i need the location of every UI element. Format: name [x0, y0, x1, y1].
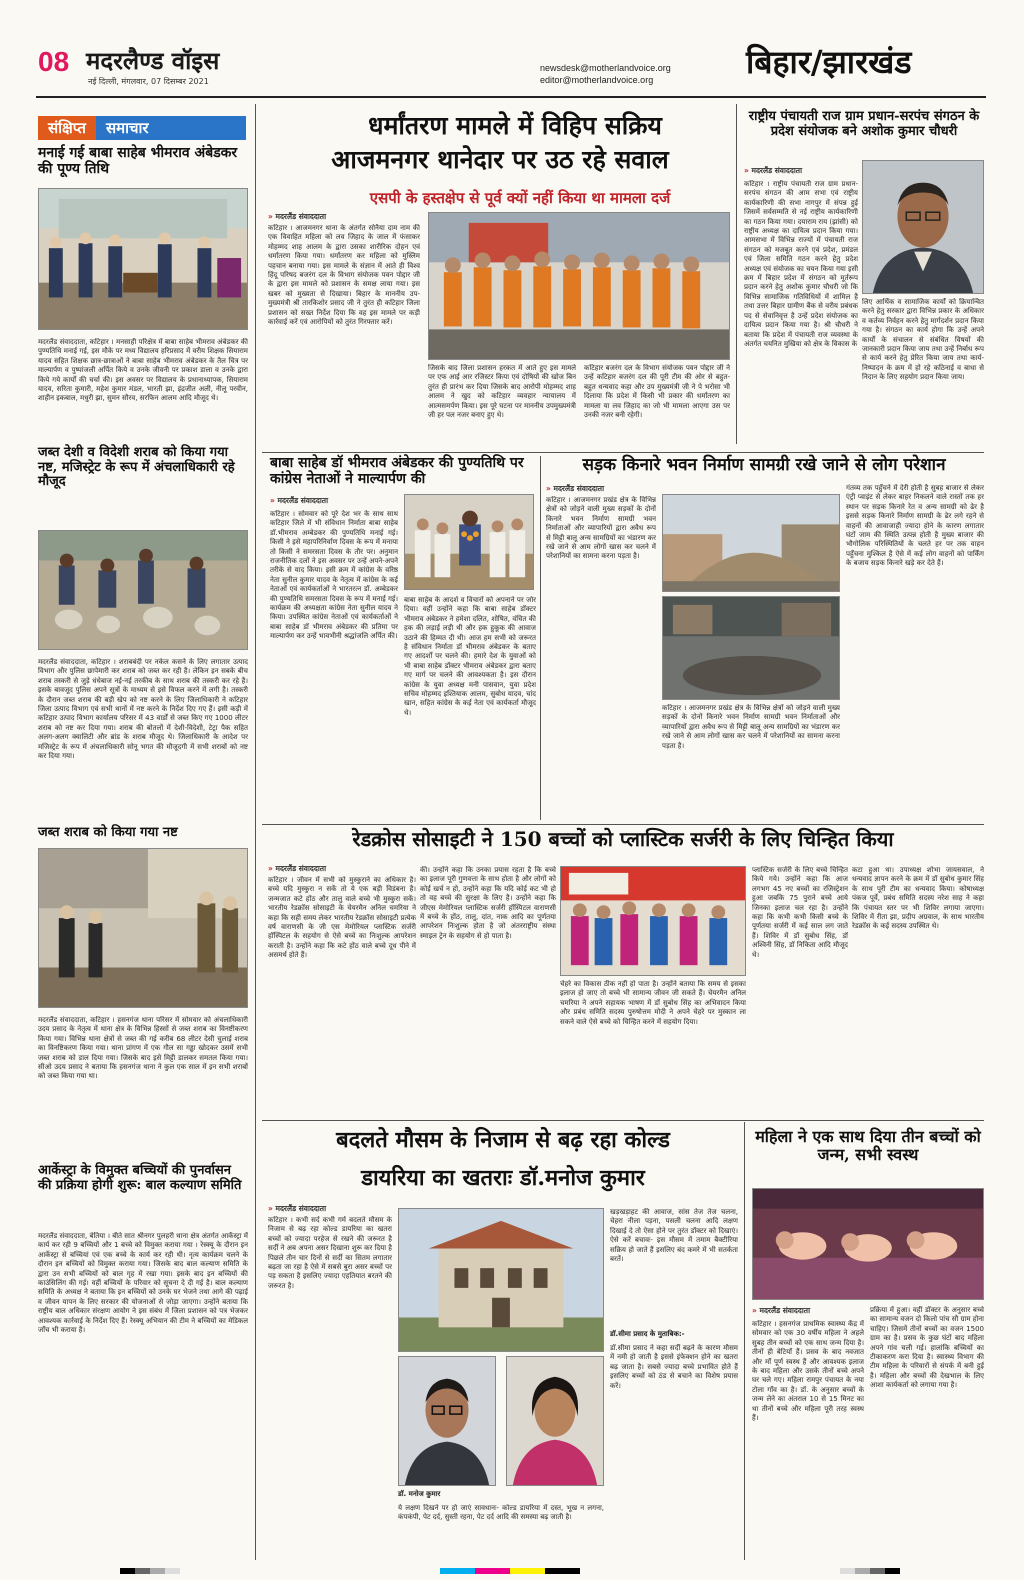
brief-1-body: मदरलैंड संवाददाता, कटिहार । मनसाही परिक्षेत्र में बाबा साहेब भीमराव अंबेडकर की पुण्यतिथि मनाई गई, इस मौके पर मध्य विद्यालय हरिप्रसाद में वरीय शिक्षक सियाराम यादव सहित शिक्षक छात्र-छात्राओं ने बाबा साहेब भीमराव अंबेडकर के तैल चित्र पर माल्यार्पण व पुष्पांजली अर्पित किये व उनके जीवनी पर प्रकाश डाला व उनके द्वारा किये गये कार्यों की चर्चा की। इस अवसर पर विद्यालय के प्रधानाध्यापक, सियाराम यादव, सरिता कुमारी, महेश कुमार मंडल, भारती झा, इंद्रजीत अली, नीलू परवीन, शाहीन इकबाल, मधुरी झा, सुमन सौरव, सरफिन आलम आदि मौजूद थे। — [38, 338, 248, 403]
cold-photo-building — [398, 1208, 604, 1352]
email-news[interactable]: newsdesk@motherlandvoice.org — [540, 63, 671, 73]
redcross-body-5: कटा हुआ था। उपाध्यक्ष शोभा जायसवाल, ने धन्यवाद ज्ञापन करने के क्रम में डॉ सुबोध कुमार सिंह के साथ पूरी टीम का धन्यवाद किया। कोषाध्यक्ष पंकज पूर्वे, प्रबंध समिति सदस्य नरेश साह ने कहा कि पंचायत स्तर पर भी शिविर लगाया जाएगा। शिविर में रीता झा, प्रदीप अग्रवाल, के साथ भारतीय रेडक्रॉस के कई सदस्य उपस्थित थे। — [852, 866, 984, 931]
main-subheadline: एसपी के हस्तक्षेप से पूर्व क्यों नहीं किया था मामला दर्ज — [369, 189, 671, 207]
road-byline: » मदरलैंड संवाददाता — [546, 484, 605, 493]
right-body-2: लिए आर्थिक व सामाजिक कार्यों को क्रियान्वित करने हेतु सरकार द्वारा विभिन्न प्रकार के अधिकार व कर्तव्य निर्वहन करने हेतु मार्गदर्शन प्रदान किया गया है। संगठन का कार्य होगा कि उन्हें अपने कार्यों के संचालन से संबंधित विषयों की जानकारी प्रदान किया जाय तथा उन्हें निर्बाध रूप से कार्य करने हेतु प्रेरित किया जाय तथा कार्य-निष्पादन के क्रम में हो रहे कठिनाई व बाधा से निदान के लिए सहयोग प्रदान किया जाय। — [862, 298, 984, 382]
brief-3-photo — [38, 848, 248, 1008]
ambedkar-photo — [404, 494, 534, 590]
main-byline: » मदरलैंड संवाददाता — [268, 212, 327, 221]
brief-4-body: मदरलैंड संवाददाता, बेतिया । बीते सात श्रीनगर पुलहरी थाना क्षेत्र अंतर्गत आर्केस्ट्रा में कार्य कर रही 9 बच्चियों और 1 बच्चे को विमुक्त कराया गया । रेस्क्यू के दौरान इन आर्केस्ट्रा से बच्चियां एवं एक बच्चे के कार्य कर रही थी। नृत्य कार्यक्रम चलने के दौरान इन बच्चियों को विमुक्त कराया गया। जिसके बाद बाल कल्याण समिति के द्वारा उन सभी बच्चियों को बाल गृह में रखा गया। इसके बाद इन बच्चियों की काउंसिलिंग की गई। वहीं बच्चियों के परिवार को सूचना दे दी गई है। बाल कल्याण समिति के अध्यक्ष ने बताया कि इन बच्चियों को उनके घर भेजने तथा आगे की पढ़ाई व जीवन यापन के लिए सरकार की योजनाओं से जोड़ा जाएगा। उन्होंने बताया कि राष्ट्रीय बाल अधिकार संरक्षण आयोग ने इस संबंध में जिला प्रशासन को पत्र भेजकर आवश्यक कार्रवाई के निर्देश दिए हैं। रेस्क्यू अभियान की टीम ने बच्चियों का मेडिकल जाँच भी कराया है। — [38, 1232, 248, 1335]
redcross-headline: रेडक्रोस सोसाइटी ने 150 बच्चों को प्लास्टिक सर्जरी के लिए चिन्हित किया — [352, 827, 894, 851]
triplets-byline: » मदरलैंड संवाददाता — [752, 1306, 811, 1315]
sankshipt-banner — [38, 116, 246, 140]
ambedkar-headline: बाबा साहेब डॉ भीमराव अंबेडकर की पुण्यतिथि पर कांग्रेस नेताओं ने माल्यार्पण की — [270, 455, 524, 487]
road-photo-2 — [662, 596, 840, 700]
road-body-1: कटिहार । आजमनगर प्रखंड क्षेत्र के विभिन्न क्षेत्रों को जोड़ने वाली मुख्य सड़कों के दोनों किनारे भवन निर्माण सामग्री भवन निर्माताओं और व्यापारियों द्वारा अवैध रूप से मिट्टी बालू अन्य सामग्रियों का भंडारण कर रखे जाने से आम लोगों खास कर चलने में परेशानियों का सामना करना पड़ता है। — [546, 496, 656, 561]
print-strip-left — [120, 1568, 180, 1574]
redcross-body-3: चेहरे का विकास ठीक नहीं हो पाता है। उन्होंने बताया कि समय से इसका इलाज हो जाए तो बच्चे भी सामान्य जीवन जी सकते हैं। चेयरमैन अनिल चमरिया ने अपने सहायक भाषण में डॉ सुबोध सिंह का अभिवादन किया और प्रबंध समिति सदस्य पुरुषोत्तम मोदी ने अपने चेहरे पर मुस्कान ला सकने वाले ऐसे बच्चे को चिन्हित करने में सहयोग दिया। — [560, 980, 746, 1026]
right-headline: राष्ट्रीय पंचायती राज ग्राम प्रधान-सरपंच संगठन के प्रदेश संयोजक बने अशोक कुमार चौधरी — [748, 109, 980, 139]
ambedkar-byline: » मदरलैंड संवाददाता — [270, 496, 329, 505]
masthead — [0, 0, 1024, 100]
print-strip-right — [840, 1568, 900, 1574]
column-divider-left — [255, 104, 256, 1560]
right-body-1: कटिहार । राष्ट्रीय पंचायती राज ग्राम प्रधान-सरपंच संगठन की आम सभा एवं राष्ट्रीय कार्यकारिणी की सभा नागपुर में संपन्न हुई जिसमें सर्वसम्मति से नई राष्ट्रीय कार्यकारिणी का गठन किया गया। दयाराम राय (झांसी) को राष्ट्रीय अध्यक्ष का दायित्व प्रदान किया गया। आमसभा में विभिन्न राज्यों में पंचायती राज संगठन को मजबूत करने एवं प्रदेश, प्रमंडल एवं जिला समिति गठन करने हेतु प्रदेश अध्यक्ष एवं संयोजक का चयन किया गया इसी क्रम में बिहार प्रदेश में संगठन को मूर्तरूप प्रदान करने हेतु अशोक कुमार चौधरी जो कि विभिन्न सामाजिक गतिविधियों में शामिल है तथा उत्तर बिहार ग्रामीण बैंक से वरीय प्रबंधक पद से सेवानिवृत्त है उन्हें प्रदेश संयोजक का दायित्व प्रदान किया गया है। श्री चौधरी ने बताया कि प्रदेश में पंचायती राज व्यवस्था के अंतर्गत चयनित मुखिया को क्षेत्र के विकास के — [744, 180, 858, 348]
cold-headline-2: डायरिया का खतराः डॉ.मनोज कुमार — [361, 1165, 645, 1191]
print-strip-center — [440, 1568, 580, 1574]
brief-2-body: मदरलैंड संवाददाता, कटिहार । शराबबंदी पर नकेल कसने के लिए लगातार उत्पाद विभाग और पुलिस छापेमारी कर शराब को जब्त कर रही है। लेकिन इन सबके बीच शराब तस्करी से जुड़े धंधेबाज नई-नई तरकीब के साथ शराब की तस्करी कर रहे है। इसके बावजूद पुलिस अपने सूत्रों के माध्यम से इसे विफल करने में लगी है। तस्करी के दौरान जब्त शराब की बड़ी खेप को नष्ट करने के लिए जिलाधिकारी ने कटिहार जिला उत्पाद विभाग एवं सभी थानों में नष्ट करने के निर्देश दिए गए हैं। इसी कड़ी में कटिहार उत्पाद विभाग कार्यालय परिसर में 43 वार्डों से जब्त किए गए 1000 लीटर शराब को नष्ट कर दिया गया। शराब की बोतलों में देशी-विदेशी, टेट्रा पैक सहित अलग-अलग क्वालिटी और ब्रांड के शराब मौजूद थे। जिलाधिकारी के आदेश पर मजिस्ट्रेट के रूप में अंचलाधिकारी सोनू भगत की मौजूदगी में सभी शराबों को नष्ट कर दिया गया। — [38, 658, 248, 761]
brief-2-photo — [38, 530, 248, 650]
page-number: 08 — [38, 46, 70, 77]
ambedkar-body-1: कटिहार । सोमवार को पूरे देश भर के साथ साथ कटिहार जिले में भी संविधान निर्माता बाबा साहेब डॉ.भीमराव अम्बेडकर की पुण्यतिथि मनाई गई। किसी ने इसे महापरिनिर्वाण दिवस के रूप में मनाया तो किसी ने समरसता दिवस के तौर पर। अनुमान राजनीतिक दलों ने इस अवसर पर उन्हें अपने-अपने तरीके से याद किया। इसी क्रम में कांग्रेस के वरिष्ठ नेता सुनील कुमार यादव के नेतृत्व में कांग्रेस के कई नेताओं एवं कार्यकर्ताओं ने भारतरत्न डॉ. अम्बेडकर की पुण्यतिथि समरसता दिवस के रूप में मनाई गई। कार्यक्रम की अध्यक्षता कांग्रेस नेता सुनील यादव ने किया। उपस्थित कांग्रेस नेताओं एवं कार्यकर्ताओं ने बाबा साहेब डॉ भीमराव अंबेडकर की प्रतिमा पर माल्यार्पण कर उन्हें भावभीनी श्रद्धांजलि अर्पित की। — [270, 510, 398, 641]
redcross-body-1: कटिहार । जीवन में सभी को मुस्कुराने का अधिकार है। बच्चे यदि मुस्कुरा न सकें तो ये एक बड़ी विडंबना है। जन्मजात कटे होंठ और तालु वाले बच्चे भी मुस्कुरा सकें। भारतीय रेडक्रॉस सोसाइटी के चेयरमैन अनिल चमरिया ने कहा कि सही समय लेकर भारतीय रेडक्रॉस सोसाइटी प्रत्येक वर्ष वाराणसी के जी एस मेमोरियल प्लास्टिक सर्जरी हॉस्पिटल के सहयोग से ऐसे बच्चे का निःशुल्क आपरेशन कराती है। उन्होंने कहा कि कटे होंठ वाले बच्चे दूध पीने में असमर्थ होते हैं। — [268, 876, 416, 960]
triplets-body-1: कटिहार । हसनगंज प्राथमिक स्वास्थ्य केंद्र में सोमवार को एक 30 वर्षीय महिला ने अहले सुबह तीन बच्चों को एक साथ जन्म दिया है। तीनों ही बेटियाँ हैं। प्रसव के बाद नवजात और माँ पूर्ण स्वस्थ हैं और आवश्यक इलाज के बाद महिला और उसके तीनों बच्चे अपने घर चले गए। महिला रामपुर पंचायत के नया टोला गाँव का है। डॉ. के अनुसार बच्चों के जन्म लेने का अंतराल 10 से 15 मिनट का था तीनों बच्चे और महिला पूरी तरह स्वस्थ हैं। — [752, 1320, 864, 1423]
road-photo-1 — [662, 494, 840, 592]
right-byline: » मदरलैंड संवाददाता — [744, 166, 803, 175]
section-title: बिहार/झारखंड — [746, 43, 912, 81]
brief-1-headline: मनाई गई बाबा साहेब भीमराव अंबेडकर की पूण्य तिथि — [38, 145, 238, 177]
header-divider — [36, 96, 986, 98]
road-body-2: गंतव्य तक पहुँचने में देरी होती है सुबह बाजार से लेकर एंट्री प्वाइंट से लेकर बाहर निकलने वाले रास्तों तक हर स्थान पर सड़क किनारे रेत व अन्य सामग्री को ढेर है इससे सड़क किनारे निर्माण सामग्री के ढेर लगे रहने से वाहनों की आवाजाही ज्यादा होने के कारण लगातार घंटों जाम की स्थिति उत्पन्न होती है मुख्य बाजार की भौगोलिक परिस्थितियों के चलते हर पर तक वाहन पहुँचना मुश्किल है ऐसे में कई लोग वाहनों को पार्किंग के बजाय सड़क किनारे खड़े कर देते हैं। — [846, 484, 984, 568]
doctor-photo-male — [398, 1356, 496, 1486]
contact-emails — [540, 62, 671, 86]
brief-4-headline: आर्केस्ट्रा के विमुक्त बच्चियों की पुनर्वासन की प्रक्रिया होगी शुरू: बाल कल्याण समिति — [38, 1163, 242, 1193]
cold-byline: » मदरलैंड संवाददाता — [268, 1204, 327, 1213]
road-body-mid: कटिहार । आजमनगर प्रखंड क्षेत्र के विभिन्न क्षेत्रों को जोड़ने वाली मुख्य सड़कों के दोनों किनारे भवन निर्माण सामग्री भवन निर्माताओं और व्यापारियों द्वारा अवैध रूप से मिट्टी बालू अन्य सामग्रियों का भंडारण कर रखे जाने से आम लोगों खास कर चलने में परेशानियों का सामना करना पड़ता है। — [662, 704, 840, 750]
cold-quote-title: डॉ.सीमा प्रसाद के मुताबिक:- — [610, 1330, 685, 1338]
main-body-2: जिसके बाद जिला प्रशासन हरकत में आते हुए इस मामले पर एफ आई आर रजिस्टर किया एवं दोषियों की खोज बिन तुरंत ही प्रारंभ कर दिया जिसके बाद आरोपी मोहम्मद शाह आलम ने खुद को कटिहार व्यवहार न्यायालय में आत्मसमर्पण किया। इस पूरे घटना पर माननीय उपमुख्यमंत्री जी हर पल नजर बनाए हुए थे। — [428, 364, 576, 420]
column-divider-mid — [540, 456, 541, 820]
sankshipt-label: संक्षिप्त — [38, 116, 96, 140]
main-headline-1: धर्मांतरण मामले में विहिप सक्रिय — [368, 111, 662, 140]
triplets-photo — [752, 1188, 984, 1300]
divider-row-3 — [262, 824, 984, 825]
main-photo — [428, 212, 730, 360]
redcross-photo — [560, 866, 746, 976]
samachar-label: समाचार — [96, 116, 246, 140]
main-headline-2: आजमनगर थानेदार पर उठ रहे सवाल — [331, 145, 669, 174]
cold-body-4: डॉ.सीमा प्रसाद ने कहा सर्दी बढ़ने के कारण मौसम में नमी हो जाती है इससे इंफेक्शन होने का खतरा बढ़ जाता है। सबसे ज्यादा बच्चे प्रभावित होते हैं इसलिए बच्चों को ठंड से बचाने का विशेष प्रयास करें। — [610, 1344, 738, 1390]
cold-body-2: ये लक्षण दिखने पर हो जाएं सावधानः- कोल्ड डायरिया में दस्त, भूख न लगना, कंपकंपी, पेट दर्द, सुस्ती रहना, पेट दर्द आदि की समस्या बढ़ जाती है। — [398, 1504, 604, 1522]
column-divider-right-top — [736, 104, 737, 444]
main-body-3: कटिहार बजरंग दल के विभाग संयोजक पवन पोद्दार जी ने उन्हें कटिहार बजरंग दल की पूरी टीम की ओर से बहुत-बहुत धन्यवाद कहा और उप मुख्यमंत्री जी ने पे भरोसा भी दिलाया कि प्रदेश में किसी भी प्रकार की धर्मांतरण का मामला या लव जिहाद का जो भी मामला आएगा उस पर उनकी नजर बनी रहेगी। — [584, 364, 730, 420]
brief-3-headline: जब्त शराब को किया गया नष्ट — [38, 825, 178, 840]
doctor-photo-female — [506, 1356, 604, 1486]
redcross-byline: » मदरलैंड संवाददाता — [268, 864, 327, 873]
divider-row-4 — [262, 1120, 984, 1121]
brief-2-headline: जब्त देशी व विदेशी शराब को किया गया नष्ट, मजिस्ट्रेट के रूप में अंचलाधिकारी रहे मौजूद — [38, 445, 235, 490]
redcross-body-2: की। उन्होंने कहा कि उनका प्रयास रहता है कि बच्चे का इलाज पूरी गुणवत्ता के साथ होता है और लोगों को कोई खर्च न हो, उन्होंने कहा कि यदि कोई कट भी हो तो वह बच्चे की सुरक्षा के लिए है। उन्होंने कहा कि जीएस मेमोरियल प्लास्टिक सर्जरी हॉस्पिटल वाराणसी में बच्चे के होंठ, तालु, दांत, नाक आदि का पूर्णतया आपरेशन निःशुल्क होता है जो अंतरराष्ट्रीय संस्था स्माइल ट्रेन के सहयोग से हो पाता है। — [420, 866, 556, 940]
triplets-headline: महिला ने एक साथ दिया तीन बच्चों को जन्म, सभी स्वस्थ — [755, 1127, 981, 1164]
cold-body-1: कटिहार । कभी सर्द कभी गर्म बदलते मौसम के निजाम से बढ़ रहा कोल्ड डायरिया का खतरा बच्चों को ज्यादा परहेज से रखने की जरूरत है सर्दी ने अब अपना असर दिखाना शुरू कर दिया है पिछले तीन चार दिनों से सर्दी का सितम लगातार बढ़ता जा रहा है ऐसे में सबसे बुरा असर बच्चों पर पड़ सकता है इसलिए ज्यादा एहतियात बरतने की जरूरत है। — [268, 1216, 392, 1290]
brand-name: मदरलैण्ड वॉइस — [86, 46, 220, 75]
dateline: नई दिल्ली, मंगलवार, 07 दिसम्बर 2021 — [88, 77, 209, 86]
portrait-photo — [862, 160, 984, 294]
brief-1-photo — [38, 188, 248, 330]
divider-row-2 — [262, 452, 984, 453]
cold-headline-1: बदलते मौसम के निजाम से बढ़ रहा कोल्ड — [336, 1127, 670, 1153]
road-headline: सड़क किनारे भवन निर्माण सामग्री रखे जाने से लोग परेशान — [582, 455, 946, 475]
ambedkar-body-2: बाबा साहेब के आदर्श व विचारों को अपनाने पर जोर दिया। वहीं उन्होंने कहा कि बाबा साहेब डॉक्टर भीमराव अंबेडकर ने हमेशा दलित, शोषित, वंचित की हक की लड़ाई लड़ी थी और हक हुकूक की आवाज उठाने की हिम्मत दी थी। आज हम सभी को जरूरत है संविधान निर्माता डॉ भीमराव अंबेडकर के बताए गए आदर्शों पर चलने की। हमारे देश के युवाओं को भी बाबा साहेब डॉक्टर भीमराव अंबेडकर द्वारा बताए गए मार्ग पर चलने की आवश्यकता है। इस दौरान कांग्रेस के युवा अध्यक्ष मनी पासवान, युवा प्रदेश सचिव मोहम्मद इश्तियाक आलम, सुबोध यादव, चांद खान, सहित कांग्रेस के कई नेता एवं कार्यकर्ता मौजूद थे। — [404, 596, 536, 717]
triplets-body-2: प्रक्रिया में हुआ। वहीं डॉक्टर के अनुसार बच्चे का सामान्य वजन दो किलो पांच सौ ग्राम होना चाहिए। जिसमें तीनों बच्चों का वजन 1500 ग्राम का है। प्रसव के कुछ घंटों बाद महिला अपने गांव चली गई। हालांकि बच्चियों का टीकाकरण करा दिया है। स्वास्थ्य विभाग की टीम महिला के परिवारों से संपर्क में बनी हुई है। महिला और बच्चों की देखभाल के लिए आशा कार्यकर्ता को लगाया गया है। — [870, 1306, 984, 1390]
main-body-1: कटिहार । आजमनगर थाना के अंतर्गत सोनैया दाम नाम की एक विवाहित महिला को लव जिहाद के जाल में फंसाकर मोहम्मद शाह आलम के द्वारा उसका शारीरिक दोहन एवं धर्मांतरण किया गया। धर्मांतरण कर महिला को मुस्लिम पहचान बनाया गया। इस मामले के संज्ञान में आते ही विश्व हिंदू परिषद बजरंग दल के विभाग संयोजक पवन पोद्दार जी के द्वारा इस मामले को प्रशासन के समक्ष लाया गया। इस खबर को मुख्यता से दिखाया। बिहार के माननीय उप-मुख्यमंत्री श्री तारकिशोर प्रसाद जी ने तुरंत ही कटिहार जिला प्रशासन को सख्त निर्देश दिया कि वह इस मामले पर कड़ी कार्रवाई करें एवं आरोपियों को तुरंत गिरफ्तार करें। — [268, 224, 420, 327]
doctor-name-caption: डॉ. मनोज कुमार — [398, 1490, 441, 1498]
brief-3-body: मदरलैंड संवाददाता, कटिहार । हसनगंज थाना परिसर में सोमवार को अंचलाधिकारी उदय प्रसाद के नेतृत्व में थाना क्षेत्र के विभिन्न हिस्सों से जब्त शराब का विनष्टीकरण किया गया। विभिन्न थाना क्षेत्रों से जब्त की गई करीब 68 लीटर देसी चुलाई शराब का विनष्टिकरण किया गया। थाना प्रांगण में एक गौल सा गड्ढा खोदकर उसमें सभी जब्त शराब को डाल दिया गया। जिसके बाद इसे मिट्टी डालकर समतल किया गया। सीओ उदय प्रसाद ने बताया कि हसनगंज थाना ने कुल एक साल में इन सभी शराबों को जब्त किया गया था। — [38, 1016, 248, 1081]
cold-body-3: खड़खड़ाहट की आवाज, सांस तेज तेज चलना, चेहरा नीला पड़ना, पसली चलना आदि लक्षण दिखाई दे तो ऐसा होने पर तुरंत डॉक्टर को दिखाएं। ऐसे करें बचावः- इस मौसम में तमाम बैक्टीरिया सक्रिय हो जाते हैं इसलिए बंद कमरे में भी सतर्कता बरतें। — [610, 1208, 738, 1264]
redcross-body-4: प्लास्टिक सर्जरी के लिए बच्चे चिन्हित किये गये। उन्होंने कहा कि आज लगभग 45 नए बच्चों का रजिस्ट्रेशन हुआ जबकि 75 पुराने बच्चे आये जिनका इलाज चल रहा है। उन्होंने कहा कि कभी कभी किसी बच्चे के पूर्णतया सर्जरी में कई साल लग जाते हैं। शिविर में डॉ सुबोध सिंह, डॉ अश्विनी सिंह, डॉ निकिता आदि मौजूद थे। — [752, 866, 848, 959]
column-divider-bottom — [744, 1122, 745, 1560]
email-editor[interactable]: editor@motherlandvoice.org — [540, 75, 654, 85]
